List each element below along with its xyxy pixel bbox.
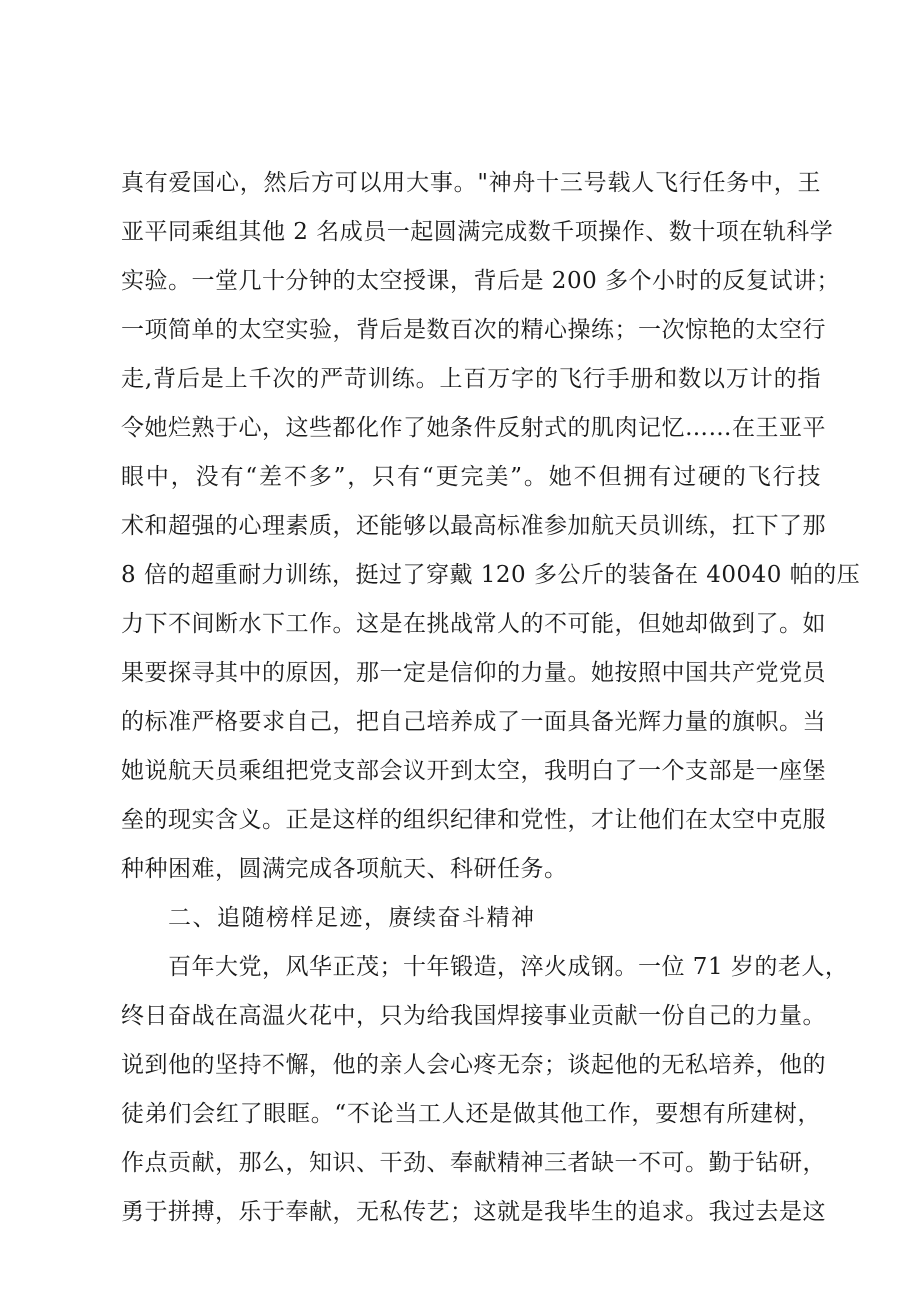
paragraph-line: 终日奋战在高温火花中，只为给我国焊接事业贡献一份自己的力量。	[121, 1003, 826, 1029]
paragraph-line: 百年大党，风华正茂；十年锻造，淬火成钢。一位 71 岁的老人，	[168, 954, 849, 980]
paragraph-line: 术和超强的心理素质，还能够以最高标准参加航天员训练，扛下了那	[121, 513, 826, 539]
paragraph-line: 勇于拼搏，乐于奉献，无私传艺；这就是我毕生的追求。我过去是这	[121, 1199, 826, 1225]
paragraph-line: 力下不间断水下工作。这是在挑战常人的不可能，但她却做到了。如	[121, 611, 826, 637]
paragraph-line: 作点贡献，那么，知识、干劲、奉献精神三者缺一不可。勤于钻研，	[121, 1150, 826, 1176]
paragraph-line: 一项简单的太空实验，背后是数百次的精心操练；一次惊艳的太空行	[121, 317, 826, 343]
paragraph-line: 实验。一堂几十分钟的太空授课，背后是 200 多个小时的反复试讲；	[121, 268, 841, 294]
paragraph-line: 眼中，没有“差不多”，只有“更完美”。她不但拥有过硬的飞行技	[121, 464, 821, 490]
paragraph-line: 令她烂熟于心，这些都化作了她条件反射式的肌肉记忆……在王亚平	[121, 415, 826, 441]
paragraph-line: 8 倍的超重耐力训练，挺过了穿戴 120 多公斤的装备在 40040 帕的压	[121, 562, 861, 588]
paragraph-line: 亚平同乘组其他 2 名成员一起圆满完成数千项操作、数十项在轨科学	[121, 219, 834, 245]
paragraph-line: 走,背后是上千次的严苛训练。上百万字的飞行手册和数以万计的指	[121, 366, 821, 392]
paragraph-line: 的标准严格要求自己，把自己培养成了一面具备光辉力量的旗帜。当	[121, 709, 826, 735]
paragraph-line: 徒弟们会红了眼眶。“不论当工人还是做其他工作，要想有所建树，	[121, 1101, 821, 1127]
section-heading: 二、追随榜样足迹，赓续奋斗精神	[168, 905, 536, 931]
paragraph-line: 说到他的坚持不懈，他的亲人会心疼无奈；谈起他的无私培养，他的	[121, 1052, 826, 1078]
paragraph-line: 真有爱国心，然后方可以用大事。"神舟十三号载人飞行任务中，王	[121, 170, 821, 196]
paragraph-line: 垒的现实含义。正是这样的组织纪律和党性，才让他们在太空中克服	[121, 807, 826, 833]
paragraph-line: 种种困难，圆满完成各项航天、科研任务。	[121, 856, 568, 882]
paragraph-line: 她说航天员乘组把党支部会议开到太空，我明白了一个支部是一座堡	[121, 758, 826, 784]
paragraph-line: 果要探寻其中的原因，那一定是信仰的力量。她按照中国共产党党员	[121, 660, 826, 686]
